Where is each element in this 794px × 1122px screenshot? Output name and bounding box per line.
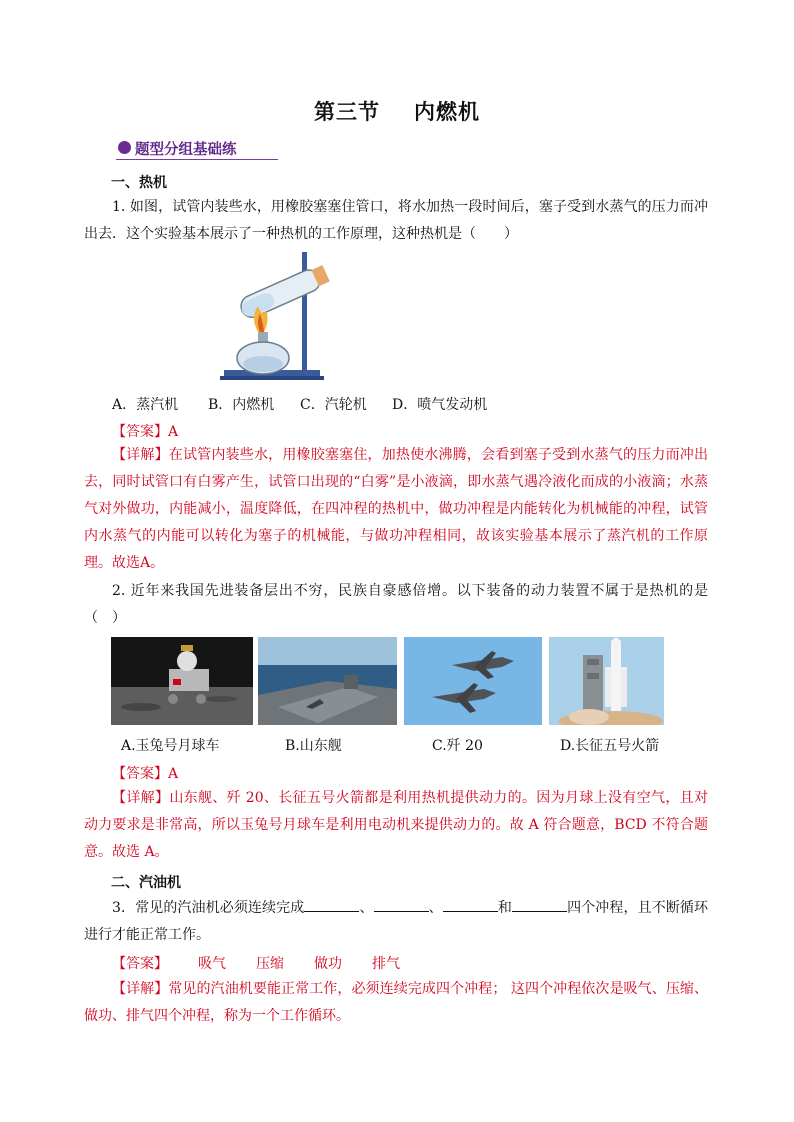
bullet-icon bbox=[118, 141, 131, 154]
section-heading-2: 二、汽油机 bbox=[111, 875, 181, 891]
answer-1: 吸气 bbox=[198, 956, 226, 972]
photo-fighter-jets bbox=[404, 637, 542, 725]
caption-c: C.歼 20 bbox=[432, 738, 483, 754]
question-1-answer: 【答案】A bbox=[112, 424, 179, 440]
question-2-answer: 【答案】A bbox=[112, 766, 179, 782]
question-1-options bbox=[112, 394, 487, 414]
question-1-detail: 【详解】在试管内装些水，用橡胶塞塞住，加热使水沸腾，会看到塞子受到水蒸气的压力而冲出去，同时试管口有白雾产生，试管口出现的“白雾”是小液滴，即水蒸气遇冷液化而成的小液滴；水蒸气对外做功，内能减小，温度降低，在四冲程的热机中，做功冲程是内能转化为机械能的冲程，试管内水蒸气的内能可以转化为塞子的机械能，与做功冲程相同，故该实验基本展示了蒸汽机的工作原理。故选A。 bbox=[84, 447, 708, 571]
option-a[interactable]: A．蒸汽机 bbox=[112, 397, 179, 413]
question-2-detail: 【详解】山东舰、歼 20、长征五号火箭都是利用热机提供动力的。因为月球上没有空气，且对动力要求是非常高，所以玉兔号月球车是利用电动机来提供动力的。故 A 符合题意，BCD 不符合题意。故选 A。 bbox=[84, 790, 708, 860]
q3-sep-3: 和 bbox=[497, 900, 512, 916]
question-1-text: 1. 如图，试管内装些水，用橡胶塞塞住管口，将水加热一段时间后，塞子受到水蒸气的压力而冲出去．这个实验基本展示了一种热机的工作原理，这种热机是（ ） bbox=[84, 199, 708, 242]
caption-a: A.玉兔号月球车 bbox=[121, 738, 220, 754]
photo-rocket-launch bbox=[549, 637, 664, 725]
question-3-detail: 【详解】常见的汽油机要能正常工作，必须连续完成四个冲程； 这四个冲程依次是吸气、压缩、做功、排气四个冲程，称为一个工作循环。 bbox=[84, 981, 708, 1024]
answer-label: 【答案】 bbox=[112, 956, 168, 972]
answer-2: 压缩 bbox=[256, 956, 284, 972]
question-3-text bbox=[84, 895, 708, 949]
banner-text: 题型分组基础练 bbox=[135, 142, 237, 158]
q3-sep-2: 、 bbox=[428, 900, 443, 916]
title-topic: 内燃机 bbox=[414, 99, 480, 124]
caption-b: B.山东舰 bbox=[285, 738, 342, 754]
question-3-answer bbox=[112, 953, 400, 973]
option-b[interactable]: B．内燃机 bbox=[208, 397, 275, 413]
section-heading-1: 一、热机 bbox=[111, 175, 167, 191]
test-tube-apparatus-figure bbox=[218, 248, 344, 384]
section-banner bbox=[116, 137, 278, 160]
blank-2[interactable] bbox=[374, 897, 429, 912]
page-title bbox=[0, 96, 794, 126]
answer-3: 做功 bbox=[314, 956, 342, 972]
photo-lunar-rover bbox=[111, 637, 253, 725]
photo-aircraft-carrier bbox=[258, 637, 397, 725]
q3-sep-1: 、 bbox=[359, 900, 374, 916]
answer-4: 排气 bbox=[372, 956, 400, 972]
option-d[interactable]: D．喷气发动机 bbox=[392, 397, 488, 413]
q3-prefix: 3．常见的汽油机必须连续完成 bbox=[112, 900, 305, 916]
caption-d: D.长征五号火箭 bbox=[560, 738, 660, 754]
blank-3[interactable] bbox=[443, 897, 498, 912]
blank-4[interactable] bbox=[512, 897, 567, 912]
q3-suffix: 四个冲程，且不断循环进行才能正常工作。 bbox=[84, 900, 709, 943]
title-section: 第三节 bbox=[314, 99, 380, 124]
blank-1[interactable] bbox=[304, 897, 359, 912]
option-c[interactable]: C．汽轮机 bbox=[300, 397, 367, 413]
question-2-text: 2. 近年来我国先进装备层出不穷，民族自豪感倍增。以下装备的动力装置不属于是热机的是（ ） bbox=[84, 583, 708, 626]
